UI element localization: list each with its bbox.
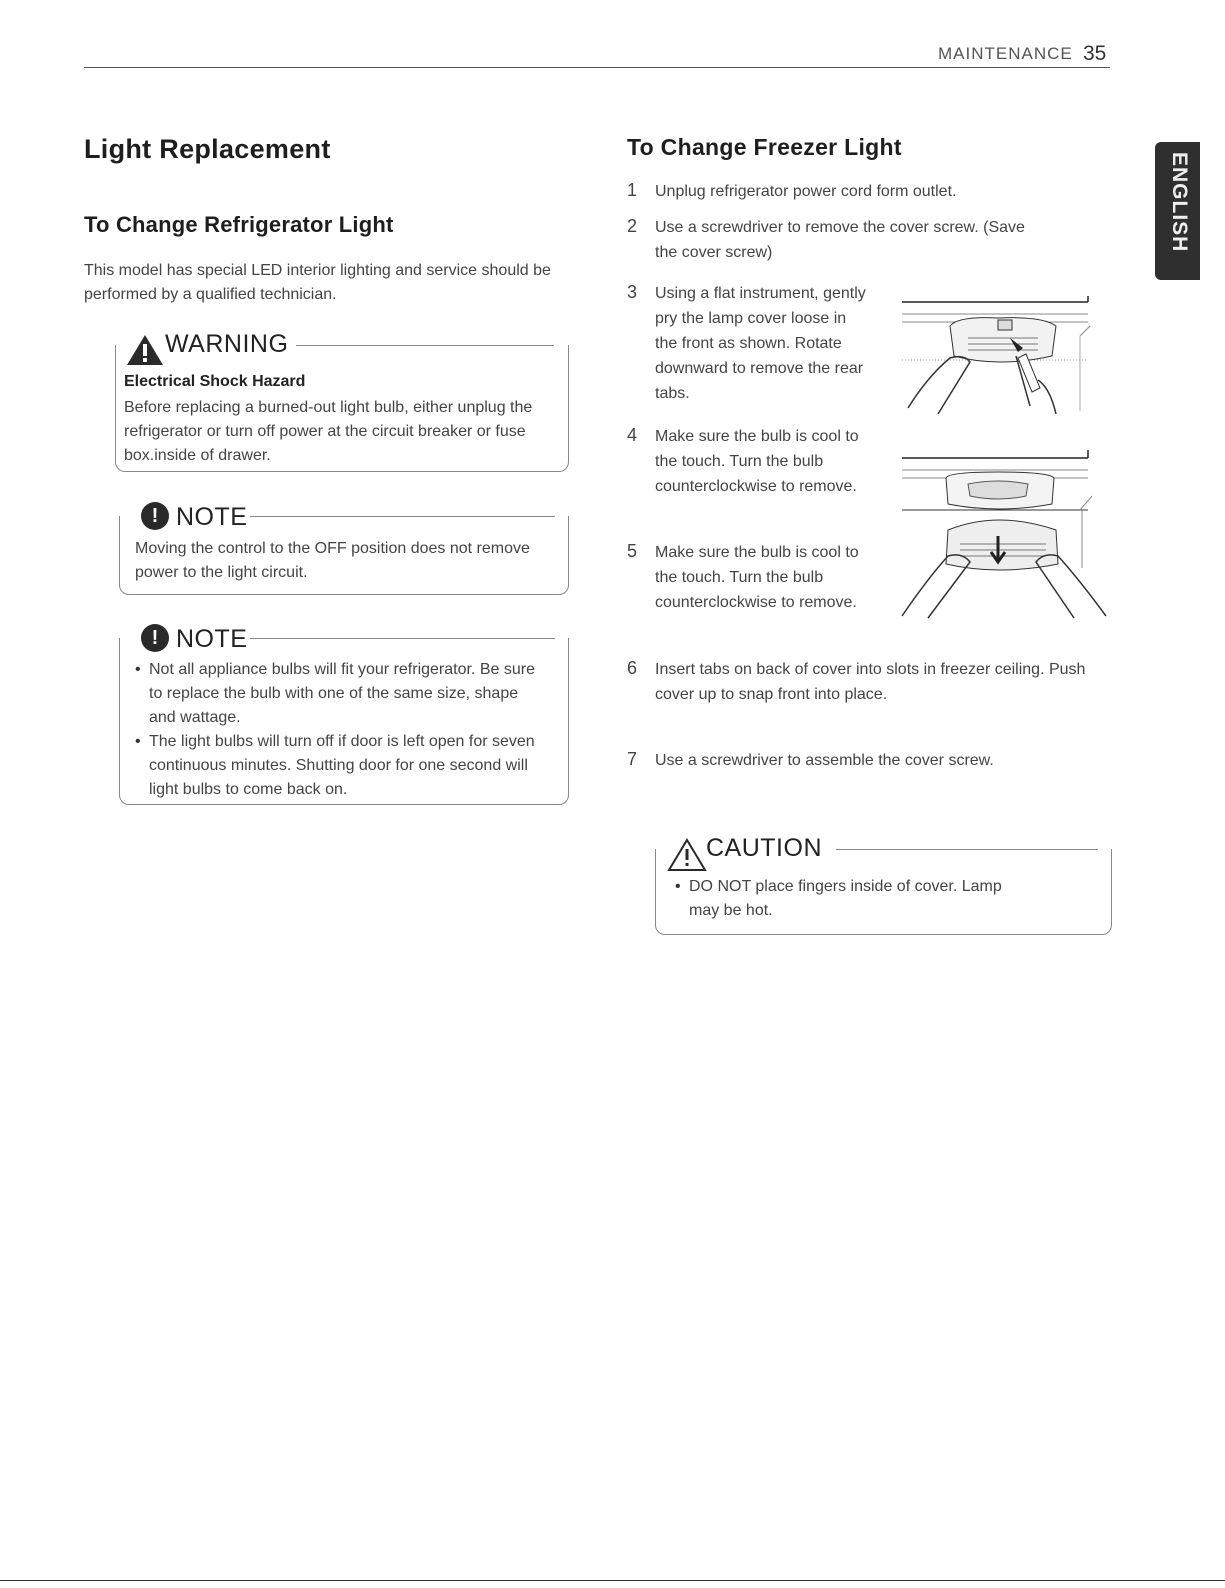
caution-list [675,875,1005,923]
step-text: Make sure the bulb is cool to the touch. Turn the bulb counterclockwise to remove. [655,544,859,611]
note-2-list [135,658,545,802]
list-item: • DO NOT place fingers inside of cover. Lamp may be hot. [675,875,1005,923]
note-title: NOTE [176,503,248,531]
note-title: NOTE [176,625,248,653]
step-text: Unplug refrigerator power cord form outlet. [655,183,957,200]
step-number: 4 [627,425,638,445]
page-title: Light Replacement [84,134,331,164]
list-item: • The light bulbs will turn off if door is left open for seven continuous minutes. Shutting door for one second will light bulbs to come back on. [135,730,545,802]
warning-body: Before replacing a burned-out light bulb, either unplug the refrigerator or turn off power at the circuit breaker or fuse box.inside of drawer. [124,399,533,464]
step-number: 3 [627,282,638,302]
step-text: Make sure the bulb is cool to the touch. Turn the bulb counterclockwise to remove. [655,428,859,495]
step-text: Use a screwdriver to assemble the cover screw. [655,752,994,769]
step-number: 6 [627,658,638,678]
language-tab-label: ENGLISH [1168,152,1191,253]
intro-paragraph: This model has special LED interior lighting and service should be performed by a qualified technician. [84,262,551,303]
step-text: Insert tabs on back of cover into slots in freezer ceiling. Push cover up to snap front into place. [655,661,1086,703]
note-icon: ! [141,624,169,652]
step-text: Using a flat instrument, gently pry the lamp cover loose in the front as shown. Rotate downward to remove the rear tabs. [655,285,866,402]
warning-title: WARNING [165,330,289,358]
list-item: • Not all appliance bulbs will fit your refrigerator. Be sure to replace the bulb with one of the same size, shape and wattage. [135,658,545,730]
step-text: Use a screwdriver to remove the cover screw. (Save the cover screw) [655,219,1025,261]
step-number: 2 [627,216,638,236]
section-heading-refrigerator-light: To Change Refrigerator Light [84,212,394,237]
lamp-cover-pry-illustration [898,296,1094,421]
step-number: 1 [627,180,638,200]
step-number: 7 [627,749,638,769]
language-tab [1155,142,1200,280]
section-heading-freezer-light: To Change Freezer Light [627,134,902,160]
section-title: MAINTENANCE [938,44,1073,63]
bulb-removal-illustration [898,448,1108,620]
note-1-body: Moving the control to the OFF position does not remove power to the light circuit. [135,540,530,581]
warning-subtitle: Electrical Shock Hazard [124,373,306,390]
note-icon: ! [141,502,169,530]
step-number: 5 [627,541,638,561]
header-rule [84,67,1110,68]
footer-rule [0,1580,1225,1581]
caution-title: CAUTION [706,834,822,862]
page-number: 35 [1083,42,1107,65]
